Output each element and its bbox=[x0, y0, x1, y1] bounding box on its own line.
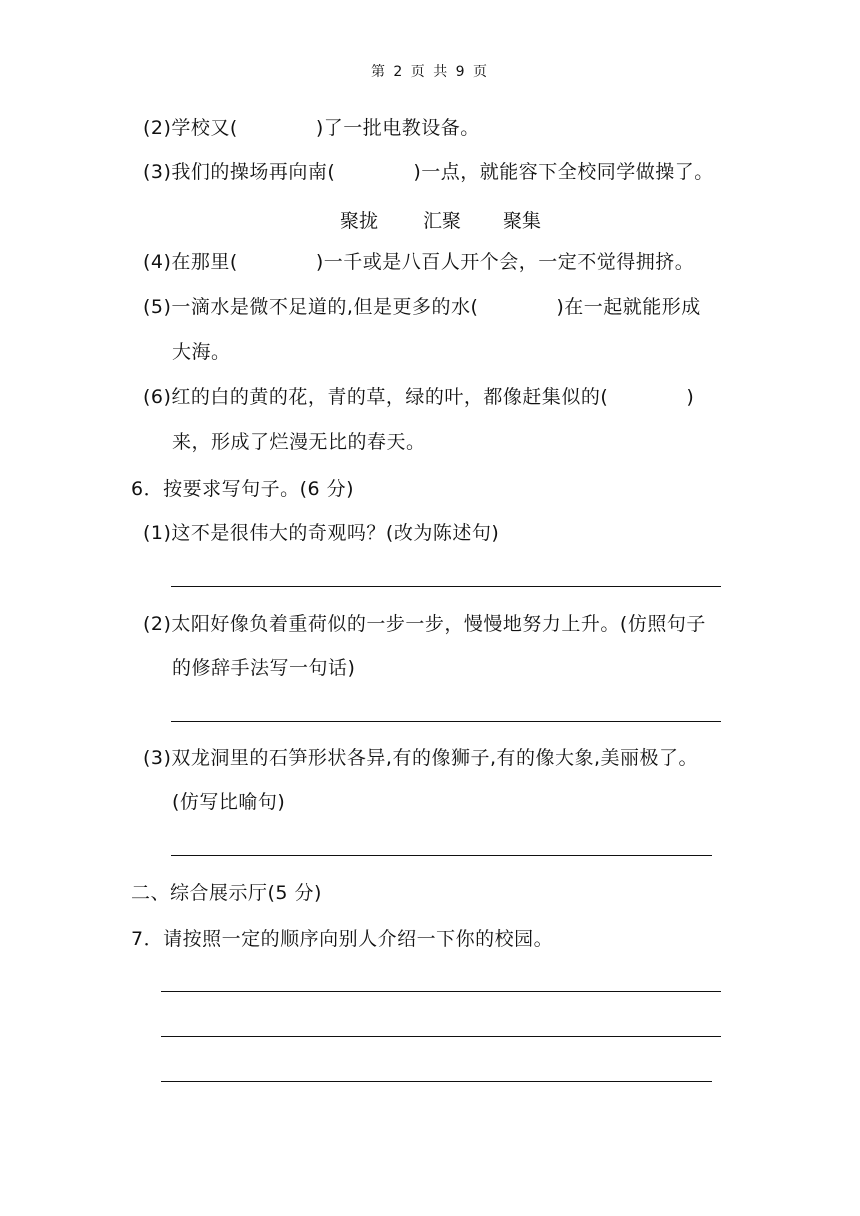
part-2-heading: 二、综合展示厅(5 分) bbox=[131, 882, 322, 904]
question-2-6-line1: (6)红的白的黄的花，青的草，绿的叶，都像赶集似的( ) bbox=[143, 386, 695, 408]
answer-line[interactable] bbox=[171, 855, 712, 856]
question-2-5-line2: 大海。 bbox=[172, 341, 231, 363]
question-7: 7．请按照一定的顺序向别人介绍一下你的校园。 bbox=[131, 928, 554, 950]
sentence-task-2-line1: (2)太阳好像负着重荷似的一步一步，慢慢地努力上升。(仿照句子 bbox=[143, 613, 706, 635]
question-2-6-line2: 来，形成了烂漫无比的春天。 bbox=[172, 431, 426, 453]
answer-line[interactable] bbox=[171, 721, 721, 722]
section-6-title: 6．按要求写句子。(6 分) bbox=[131, 478, 355, 500]
word-option-1: 聚拢 bbox=[340, 210, 379, 232]
answer-line[interactable] bbox=[171, 586, 721, 587]
answer-line[interactable] bbox=[161, 991, 721, 992]
answer-line[interactable] bbox=[161, 1081, 712, 1082]
sentence-task-2-line2: 的修辞手法写一句话) bbox=[172, 657, 356, 679]
word-option-2: 汇聚 bbox=[423, 210, 462, 232]
sentence-task-1: (1)这不是很伟大的奇观吗？(改为陈述句) bbox=[143, 522, 500, 544]
answer-line[interactable] bbox=[161, 1036, 721, 1037]
page-indicator: 第 2 页 共 9 页 bbox=[370, 64, 490, 80]
question-2-2: (2)学校又( )了一批电教设备。 bbox=[143, 117, 480, 139]
sentence-task-3-line2: (仿写比喻句) bbox=[172, 791, 286, 813]
sentence-task-3-line1: (3)双龙洞里的石笋形状各异,有的像狮子,有的像大象,美丽极了。 bbox=[143, 747, 699, 769]
question-2-5-line1: (5)一滴水是微不足道的,但是更多的水( )在一起就能形成 bbox=[143, 296, 701, 318]
word-option-3: 聚集 bbox=[503, 210, 542, 232]
question-2-3: (3)我们的操场再向南( )一点，就能容下全校同学做操了。 bbox=[143, 161, 714, 183]
question-2-4: (4)在那里( )一千或是八百人开个会，一定不觉得拥挤。 bbox=[143, 251, 695, 273]
